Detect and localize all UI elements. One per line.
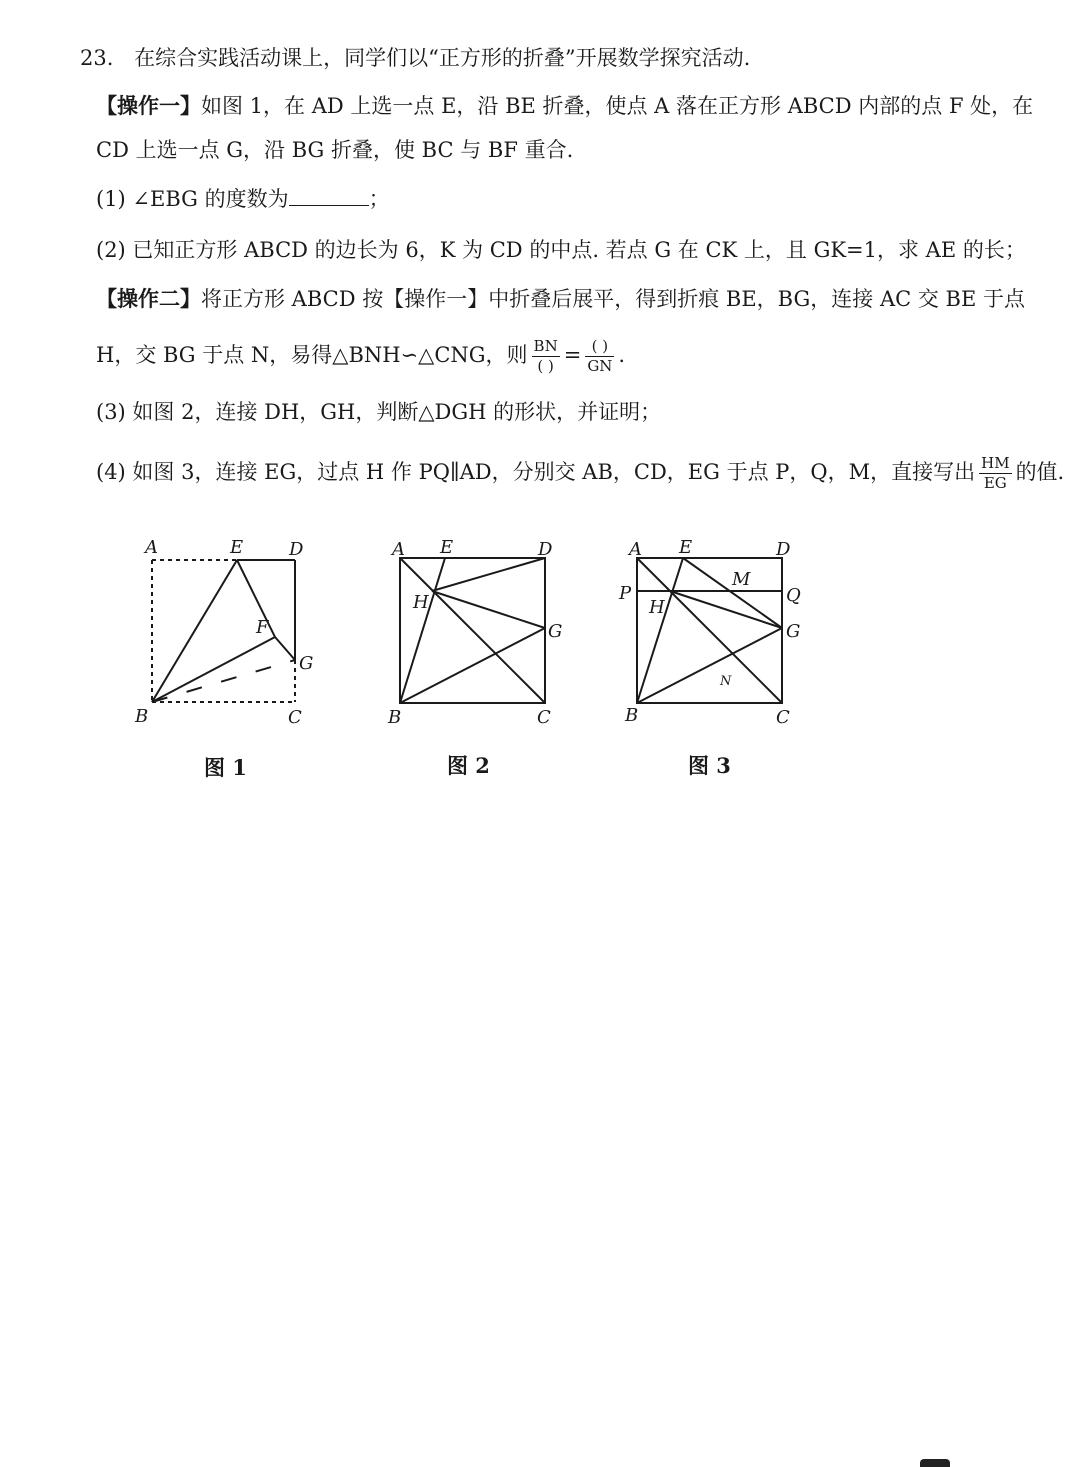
fraction-bn-numerator: BN xyxy=(533,337,558,355)
fig2-label-a: A xyxy=(392,539,405,560)
fraction-gn-denominator: GN xyxy=(587,357,613,375)
figure-2 xyxy=(380,525,580,735)
fig2-label-d: D xyxy=(538,539,553,560)
question-1-end: ； xyxy=(368,187,390,211)
fig3-diagonal-ac xyxy=(637,558,782,703)
fig2-label-b: B xyxy=(388,707,402,728)
fig2-segment-bg xyxy=(400,628,545,703)
fig3-label-e: E xyxy=(679,537,693,558)
operation-one-text-a: 如图 1，在 AD 上选一点 E，沿 BE 折叠，使点 A 落在正方形 ABCD 内部的点 F 处，在 xyxy=(201,94,1034,118)
fig3-label-d: D xyxy=(776,539,791,560)
question-1-text: (1) ∠EBG 的度数为 xyxy=(96,187,289,211)
fig1-label-b: B xyxy=(135,706,149,727)
fig3-segment-bg xyxy=(637,628,782,703)
question-1 xyxy=(96,185,390,213)
question-2 xyxy=(96,236,1026,264)
question-4 xyxy=(96,455,1064,492)
fig1-label-a: A xyxy=(145,537,158,558)
fig3-label-a: A xyxy=(629,539,642,560)
fig3-label-q: Q xyxy=(786,585,801,606)
fraction-hm-eg xyxy=(979,455,1011,492)
operation-one-line-2 xyxy=(96,136,573,164)
operation-two-line-1 xyxy=(96,285,1025,313)
fraction-bn xyxy=(532,338,560,375)
operation-two-end: . xyxy=(618,343,626,367)
fig3-label-c: C xyxy=(776,707,790,728)
fraction-bn-denominator: ( ) xyxy=(537,357,554,375)
problem-number-line xyxy=(80,44,750,72)
fig2-label-c: C xyxy=(537,707,551,728)
problem-number: 23. xyxy=(80,46,114,70)
figure-1 xyxy=(125,525,335,735)
problem-intro: 在综合实践活动课上，同学们以“正方形的折叠”开展数学探究活动. xyxy=(134,46,751,70)
fraction-hm-numerator: HM xyxy=(981,454,1010,472)
operation-two-text-a: 将正方形 ABCD 按【操作一】中折叠后展平，得到折痕 BE，BG，连接 AC 交 BE 于点 xyxy=(201,287,1025,311)
fig3-label-p: P xyxy=(619,583,632,604)
operation-two-title: 【操作二】 xyxy=(96,286,201,311)
fig3-label-h: H xyxy=(649,597,665,618)
fig2-label-g: G xyxy=(548,621,563,642)
figure-3-caption: 图 3 xyxy=(688,753,731,778)
answer-blank xyxy=(289,187,369,206)
fig2-label-h: H xyxy=(413,592,429,613)
fig3-label-m: M xyxy=(732,569,751,590)
fig2-segment-dh xyxy=(432,558,545,591)
fig3-label-b: B xyxy=(625,705,639,726)
figure-2-caption: 图 2 xyxy=(447,753,490,778)
equals-sign: = xyxy=(563,343,582,367)
question-4-text: (4) 如图 3，连接 EG，过点 H 作 PQ∥AD，分别交 AB，CD，EG 于点 P，Q，M，直接写出 xyxy=(96,460,976,484)
fig1-segment-fg xyxy=(275,637,295,660)
fig2-label-e: E xyxy=(440,537,454,558)
fig1-label-c: C xyxy=(288,707,302,728)
operation-two-text-b: H，交 BG 于点 N，易得△BNH∽△CNG，则 xyxy=(96,343,528,367)
figure-1-caption: 图 1 xyxy=(204,755,247,780)
fraction-gn-numerator: ( ) xyxy=(585,338,614,357)
fig1-label-f: F xyxy=(256,617,269,638)
operation-one-title: 【操作一】 xyxy=(96,93,201,118)
fig3-label-n: N xyxy=(720,674,732,689)
question-3-text: (3) 如图 2，连接 DH，GH，判断△DGH 的形状，并证明； xyxy=(96,400,662,424)
fig1-label-e: E xyxy=(230,537,244,558)
page-edge-mark xyxy=(920,1459,950,1467)
fig1-label-g: G xyxy=(299,653,314,674)
question-4-end: 的值. xyxy=(1015,460,1065,484)
fig3-label-g: G xyxy=(786,621,801,642)
question-3 xyxy=(96,398,661,426)
figure-3 xyxy=(610,525,820,735)
fraction-eg-denominator: EG xyxy=(983,474,1007,492)
operation-two-line-2 xyxy=(96,338,625,375)
fig2-segment-hg xyxy=(432,591,545,628)
operation-one-text-b: CD 上选一点 G，沿 BG 折叠，使 BC 与 BF 重合. xyxy=(96,138,574,162)
fraction-gn xyxy=(585,338,614,375)
fig3-segment-hg xyxy=(670,591,782,628)
fig1-label-d: D xyxy=(289,539,304,560)
operation-one-line-1 xyxy=(96,92,1033,120)
question-2-text: (2) 已知正方形 ABCD 的边长为 6，K 为 CD 的中点. 若点 G 在 CK 上，且 GK=1，求 AE 的长； xyxy=(96,238,1026,262)
